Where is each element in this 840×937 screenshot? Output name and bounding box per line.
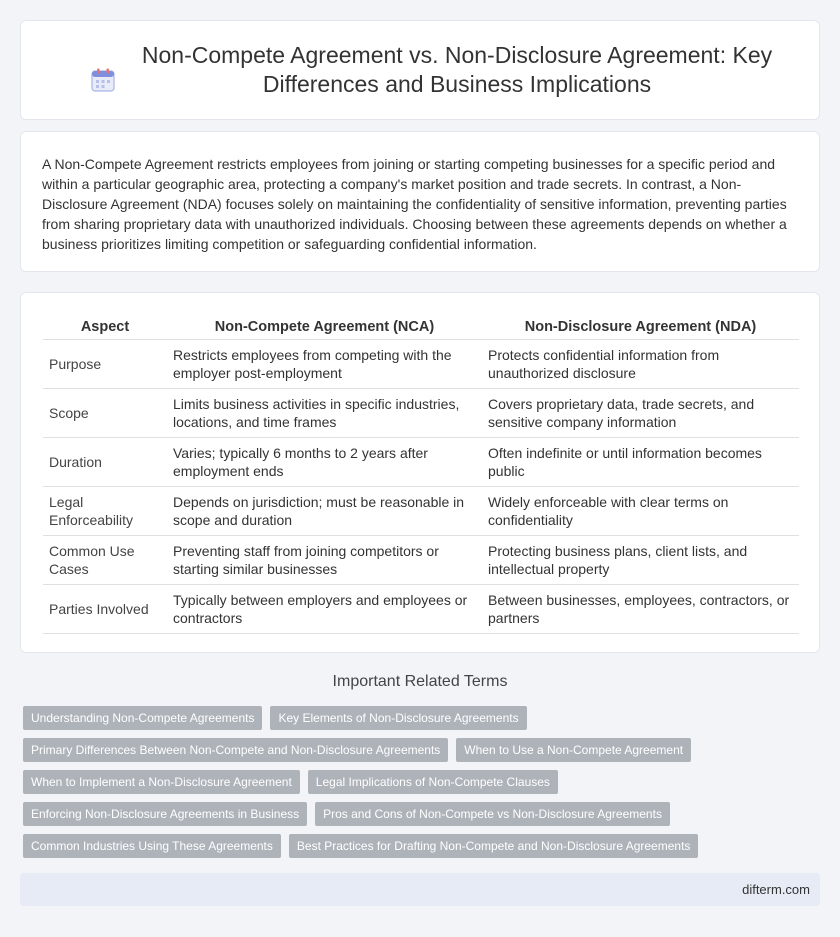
intro-text: A Non-Compete Agreement restricts employees from joining or starting competing businesses for a specific period and within a particular geographic area, protecting a company's market position and trade secrets. In contrast, a Non-Disclosure Agreement (NDA) focuses solely on maintaining the confidentiality of sensitive information, preventing parties from sharing proprietary data with unauthorized individuals. Choosing between these agreements depends on whether a business prioritizes limiting competition or safeguarding confidential information. (42, 156, 787, 252)
related-term-link[interactable]: Best Practices for Drafting Non-Compete and Non-Disclosure Agreements (289, 834, 699, 858)
nca-cell: Varies; typically 6 months to 2 years after employment ends (167, 437, 482, 486)
column-header-aspect: Aspect (43, 315, 167, 339)
nca-cell: Restricts employees from competing with the employer post-employment (167, 339, 482, 388)
header-card (20, 20, 820, 120)
nda-cell: Covers proprietary data, trade secrets, and sensitive company information (482, 388, 799, 437)
intro-card (20, 131, 820, 272)
related-term-link[interactable]: Legal Implications of Non-Compete Clauses (308, 770, 558, 794)
nca-cell: Depends on jurisdiction; must be reasonable in scope and duration (167, 486, 482, 535)
page-title: Non-Compete Agreement vs. Non-Disclosure Agreement: Key Differences and Business Implications (141, 42, 773, 97)
aspect-cell: Duration (43, 437, 167, 486)
nda-cell: Protects confidential information from unauthorized disclosure (482, 339, 799, 388)
table-row (43, 535, 799, 584)
aspect-cell: Legal Enforceability (43, 486, 167, 535)
tag-row (23, 770, 723, 794)
nda-cell: Often indefinite or until information becomes public (482, 437, 799, 486)
nda-cell: Between businesses, employees, contractors, or partners (482, 584, 799, 633)
table-row (43, 486, 799, 535)
table-row (43, 339, 799, 388)
related-terms-list (23, 706, 723, 866)
nca-cell: Typically between employers and employees or contractors (167, 584, 482, 633)
related-term-link[interactable]: When to Implement a Non-Disclosure Agreement (23, 770, 300, 794)
related-terms-heading: Important Related Terms (332, 673, 508, 690)
related-term-link[interactable]: When to Use a Non-Compete Agreement (456, 738, 691, 762)
tag-row (23, 834, 723, 858)
table-row (43, 584, 799, 633)
tag-row (23, 706, 723, 730)
aspect-cell: Purpose (43, 339, 167, 388)
aspect-cell: Common Use Cases (43, 535, 167, 584)
related-term-link[interactable]: Enforcing Non-Disclosure Agreements in Business (23, 802, 307, 826)
comparison-table (43, 315, 799, 634)
table-row (43, 437, 799, 486)
tag-row (23, 738, 723, 762)
related-term-link[interactable]: Primary Differences Between Non-Compete and Non-Disclosure Agreements (23, 738, 448, 762)
related-term-link[interactable]: Key Elements of Non-Disclosure Agreements (270, 706, 526, 730)
related-term-link[interactable]: Understanding Non-Compete Agreements (23, 706, 262, 730)
nda-cell: Protecting business plans, client lists, and intellectual property (482, 535, 799, 584)
tag-row (23, 802, 723, 826)
aspect-cell: Scope (43, 388, 167, 437)
related-term-link[interactable]: Pros and Cons of Non-Compete vs Non-Disclosure Agreements (315, 802, 670, 826)
table-row (43, 388, 799, 437)
nca-cell: Limits business activities in specific industries, locations, and time frames (167, 388, 482, 437)
related-term-link[interactable]: Common Industries Using These Agreements (23, 834, 281, 858)
nca-cell: Preventing staff from joining competitors or starting similar businesses (167, 535, 482, 584)
table-header-row (43, 315, 799, 339)
calendar-icon (90, 67, 116, 93)
site-name[interactable]: difterm.com (742, 882, 810, 897)
nda-cell: Widely enforceable with clear terms on confidentiality (482, 486, 799, 535)
footer (20, 873, 820, 906)
column-header-nca: Non-Compete Agreement (NCA) (167, 315, 482, 339)
aspect-cell: Parties Involved (43, 584, 167, 633)
column-header-nda: Non-Disclosure Agreement (NDA) (482, 315, 799, 339)
comparison-card (20, 292, 820, 653)
